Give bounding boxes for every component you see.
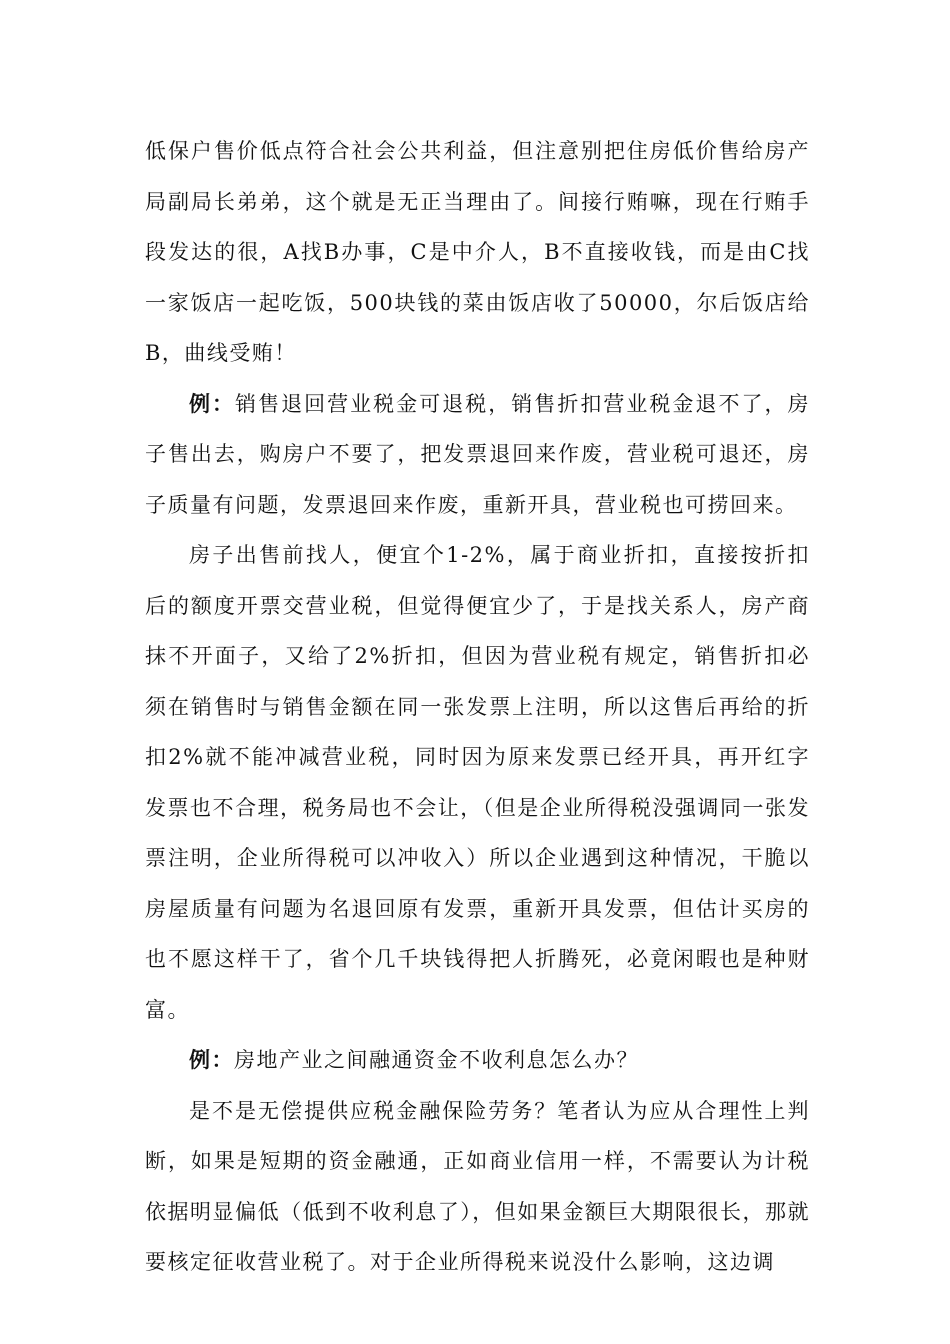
paragraph-1 (145, 126, 810, 379)
example-label: 例： (189, 390, 236, 416)
paragraph-2 (145, 379, 810, 531)
example-label: 例： (189, 1047, 234, 1072)
paragraph-1-text: 低保户售价低点符合社会公共利益，但注意别把住房低价售给房产局副局长弟弟，这个就是无正当理由了。间接行贿嘛，现在行贿手段发达的很，A找B办事，C是中介人，B不直接收钱，而是由C找一家饭店一起吃饭，500块钱的菜由饭店收了50000，尔后饭店给B，曲线受贿！ (145, 139, 810, 365)
document-body (145, 126, 810, 1288)
paragraph-2-text: 销售退回营业税金可退税，销售折扣营业税金退不了，房子售出去，购房户不要了，把发票退回来作废，营业税可退还，房子质量有问题，发票退回来作废，重新开具，营业税也可捞回来。 (145, 391, 811, 517)
paragraph-3-text: 房子出售前找人，便宜个1-2%，属于商业折扣，直接按折扣后的额度开票交营业税，但觉得便宜少了，于是找关系人，房产商抹不开面子，又给了2%折扣，但因为营业税有规定，销售折扣必须在销售时与销售金额在同一张发票上注明，所以这售后再给的折扣2%就不能冲减营业税，同时因为原来发票已经开具，再开红字发票也不合理，税务局也不会让，（但是企业所得税没强调同一张发票注明，企业所得税可以冲收入）所以企业遇到这种情况，干脆以房屋质量有问题为名退回原有发票，重新开具发票，但估计买房的也不愿这样干了，省个几千块钱得把人折腾死，必竟闲暇也是种财富。 (145, 543, 810, 1022)
paragraph-5 (145, 1086, 810, 1288)
paragraph-4-text: 房地产业之间融通资金不收利息怎么办？ (234, 1048, 639, 1072)
paragraph-5-text: 是不是无偿提供应税金融保险劳务？笔者认为应从合理性上判断，如果是短期的资金融通，正如商业信用一样，不需要认为计税依据明显偏低（低到不收利息了），但如果金额巨大期限很长，那就要核定征收营业税了。对于企业所得税来说没什么影响，这边调 (145, 1098, 810, 1274)
paragraph-4 (145, 1035, 810, 1086)
paragraph-3 (145, 530, 810, 1035)
